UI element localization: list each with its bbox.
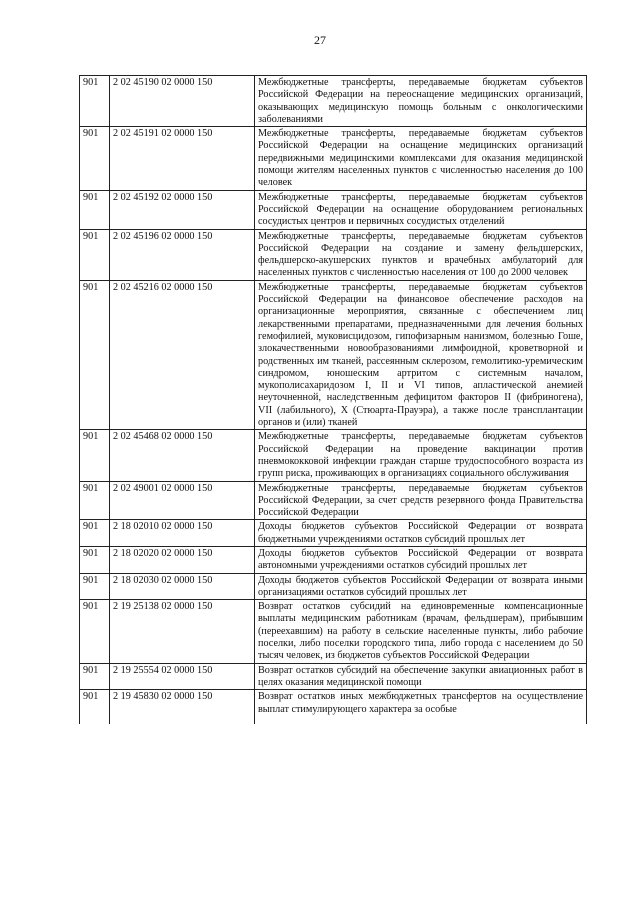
budget-code-cell: 2 02 45196 02 0000 150 xyxy=(110,229,255,280)
admin-code-cell: 901 xyxy=(80,600,110,663)
table-row xyxy=(80,481,587,520)
revenue-codes-table xyxy=(79,75,587,724)
table-row xyxy=(80,190,587,229)
description-cell: Межбюджетные трансферты, передаваемые бюджетам субъектов Российской Федерации на оснащение медицинских организаций передвижными медицинскими комплексами для оказания медицинской помощи жителям населенных пунктов с численностью населения до 100 человек xyxy=(255,127,587,190)
budget-code-cell: 2 19 45830 02 0000 150 xyxy=(110,690,255,725)
table-row xyxy=(80,430,587,481)
admin-code-cell: 901 xyxy=(80,76,110,127)
description-cell: Доходы бюджетов субъектов Российской Федерации от возврата иными организациями остатков субсидий прошлых лет xyxy=(255,573,587,600)
admin-code-cell: 901 xyxy=(80,127,110,190)
table-row xyxy=(80,600,587,663)
budget-code-cell: 2 02 45468 02 0000 150 xyxy=(110,430,255,481)
admin-code-cell: 901 xyxy=(80,430,110,481)
table-row xyxy=(80,229,587,280)
admin-code-cell: 901 xyxy=(80,690,110,725)
admin-code-cell: 901 xyxy=(80,546,110,573)
description-cell: Доходы бюджетов субъектов Российской Федерации от возврата автономными учреждениями остатков субсидий прошлых лет xyxy=(255,546,587,573)
admin-code-cell: 901 xyxy=(80,190,110,229)
description-cell: Межбюджетные трансферты, передаваемые бюджетам субъектов Российской Федерации на оснащение оборудованием региональных сосудистых центров и первичных сосудистых отделений xyxy=(255,190,587,229)
description-cell: Возврат остатков иных межбюджетных трансфертов на осуществление выплат стимулирующего характера за особые xyxy=(255,690,587,725)
description-cell: Межбюджетные трансферты, передаваемые бюджетам субъектов Российской Федерации на переоснащение медицинских организаций, оказывающих медицинскую помощь больным с онкологическими заболеваниями xyxy=(255,76,587,127)
description-cell: Возврат остатков субсидий на единовременные компенсационные выплаты медицинским работникам (врачам, фельдшерам), прибывшим (переехавшим) на работу в сельские населенные пункты, либо рабочие поселки, либо поселки городского типа, либо города с населением до 50 тысяч человек, из бюджетов субъектов Российской Федерации xyxy=(255,600,587,663)
admin-code-cell: 901 xyxy=(80,280,110,430)
budget-code-cell: 2 19 25138 02 0000 150 xyxy=(110,600,255,663)
table-row xyxy=(80,520,587,547)
table-row xyxy=(80,280,587,430)
description-cell: Возврат остатков субсидий на обеспечение закупки авиационных работ в целях оказания медицинской помощи xyxy=(255,663,587,690)
admin-code-cell: 901 xyxy=(80,229,110,280)
budget-code-cell: 2 02 49001 02 0000 150 xyxy=(110,481,255,520)
description-cell: Доходы бюджетов субъектов Российской Федерации от возврата бюджетными учреждениями остатков субсидий прошлых лет xyxy=(255,520,587,547)
budget-code-cell: 2 18 02020 02 0000 150 xyxy=(110,546,255,573)
budget-code-cell: 2 02 45192 02 0000 150 xyxy=(110,190,255,229)
budget-code-cell: 2 02 45216 02 0000 150 xyxy=(110,280,255,430)
budget-code-cell: 2 02 45190 02 0000 150 xyxy=(110,76,255,127)
description-cell: Межбюджетные трансферты, передаваемые бюджетам субъектов Российской Федерации, за счет средств резервного фонда Правительства Российской Федерации xyxy=(255,481,587,520)
admin-code-cell: 901 xyxy=(80,663,110,690)
budget-code-cell: 2 19 25554 02 0000 150 xyxy=(110,663,255,690)
table-row xyxy=(80,546,587,573)
table-row xyxy=(80,690,587,725)
description-cell: Межбюджетные трансферты, передаваемые бюджетам субъектов Российской Федерации на финансовое обеспечение расходов на организационные мероприятия, связанные с обеспечением лиц лекарственными препаратами, предназначенными для лечения больных гемофилией, муковисцидозом, гипофизарным нанизмом, болезнью Гоше, злокачественными новообразованиями лимфоидной, кроветворной и родственных им тканей, рассеянным склерозом, гемолитико-уремическим синдромом, юношеским артритом с системным началом, мукополисахаридозом I, II и VI типов, апластической анемией неуточненной, наследственным дефицитом факторов II (фибриногена), VII (лабильного), X (Стюарта-Прауэра), а также после трансплантации органов и (или) тканей xyxy=(255,280,587,430)
page-number: 27 xyxy=(314,33,326,47)
description-cell: Межбюджетные трансферты, передаваемые бюджетам субъектов Российской Федерации на создание и замену фельдшерских, фельдшерско-акушерских пунктов и врачебных амбулаторий для населенных пунктов с численностью населения от 100 до 2000 человек xyxy=(255,229,587,280)
admin-code-cell: 901 xyxy=(80,520,110,547)
table-row xyxy=(80,663,587,690)
table-row xyxy=(80,573,587,600)
budget-code-cell: 2 18 02030 02 0000 150 xyxy=(110,573,255,600)
budget-code-cell: 2 18 02010 02 0000 150 xyxy=(110,520,255,547)
admin-code-cell: 901 xyxy=(80,481,110,520)
budget-code-cell: 2 02 45191 02 0000 150 xyxy=(110,127,255,190)
admin-code-cell: 901 xyxy=(80,573,110,600)
description-cell: Межбюджетные трансферты, передаваемые бюджетам субъектов Российской Федерации на проведение вакцинации против пневмококковой инфекции граждан старше трудоспособного возраста из групп риска, проживающих в организациях социального обслуживания xyxy=(255,430,587,481)
table-row xyxy=(80,76,587,127)
table-row xyxy=(80,127,587,190)
